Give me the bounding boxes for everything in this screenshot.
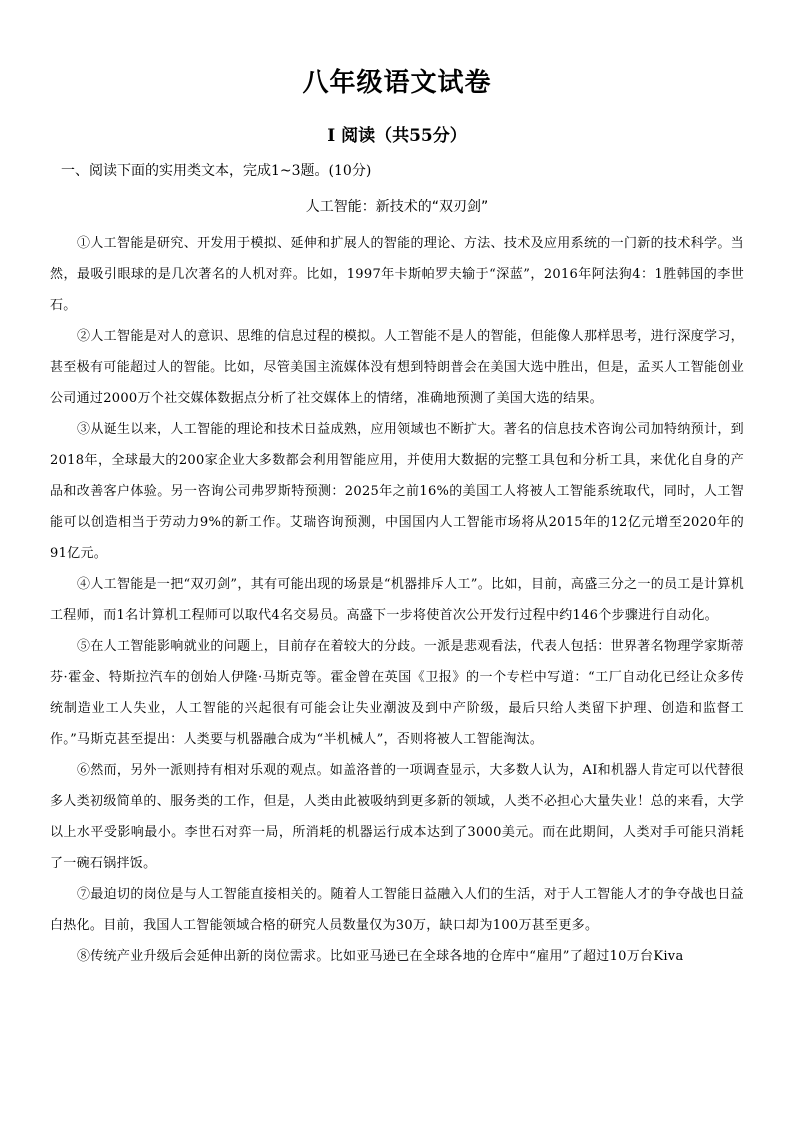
- article-title: 人工智能：新技术的“双刃剑”: [305, 199, 489, 215]
- paragraph-4: ④人工智能是一把“双刃剑”，其有可能出现的场景是“机器排斥人工”。比如，目前，高盛三分之一的员工是计算机工程师，而1名计算机工程师可以取代4名交易员。高盛下一步将使首次公开发行过程中约146个步骤进行自动化。: [50, 577, 744, 623]
- article-body: [50, 228, 744, 972]
- paragraph-2: ②人工智能是对人的意识、思维的信息过程的模拟。人工智能不是人的智能，但能像人那样思考，进行深度学习，甚至极有可能超过人的智能。比如，尽管美国主流媒体没有想到特朗普会在美国大选中胜出，但是，孟买人工智能创业公司通过2000万个社交媒体数据点分析了社交媒体上的情绪，准确地预测了美国大选的结果。: [50, 329, 744, 406]
- section-heading: Ⅰ 阅读（共55分）: [327, 126, 467, 146]
- paragraph-8: ⑧传统产业升级后会延伸出新的岗位需求。比如亚马逊已在全球各地的仓库中“雇用”了超过10万台Kiva: [77, 949, 684, 964]
- paragraph-7: ⑦最迫切的岗位是与人工智能直接相关的。随着人工智能日益融入人们的生活，对于人工智能人才的争夺战也日益白热化。目前，我国人工智能领域合格的研究人员数量仅为30万，缺口却为100万甚至更多。: [50, 887, 744, 933]
- exam-title: 八年级语文试卷: [302, 68, 492, 98]
- paragraph-1: ①人工智能是研究、开发用于模拟、延伸和扩展人的智能的理论、方法、技术及应用系统的一门新的技术科学。当然，最吸引眼球的是几次著名的人机对弈。比如，1997年卡斯帕罗夫输于“深蓝”，2016年阿法狗4：1胜韩国的李世石。: [50, 236, 744, 313]
- paragraph-6: ⑥然而，另外一派则持有相对乐观的观点。如盖洛普的一项调查显示，大多数人认为，AI和机器人肯定可以代替很多人类初级简单的、服务类的工作，但是，人类由此被吸纳到更多新的领域，人类不必担心大量失业！总的来看，大学以上水平受影响最小。李世石对弈一局，所消耗的机器运行成本达到了3000美元。而在此期间，人类对手可能只消耗了一碗石锅拌饭。: [50, 763, 744, 871]
- paragraph-5: ⑤在人工智能影响就业的问题上，目前存在着较大的分歧。一派是悲观看法，代表人包括：世界著名物理学家斯蒂芬·霍金、特斯拉汽车的创始人伊隆·马斯克等。霍金曾在英国《卫报》的一个专栏中写道：“工厂自动化已经让众多传统制造业工人失业，人工智能的兴起很有可能会让失业潮波及到中产阶级，最后只给人类留下护理、创造和监督工作。”马斯克甚至提出：人类要与机器融合成为“半机械人”，否则将被人工智能淘汰。: [50, 639, 744, 747]
- paragraph-3: ③从诞生以来，人工智能的理论和技术日益成熟，应用领域也不断扩大。著名的信息技术咨询公司加特纳预计，到2018年，全球最大的200家企业大多数都会利用智能应用，并使用大数据的完整工具包和分析工具，来优化自身的产品和改善客户体验。另一咨询公司弗罗斯特预测：2025年之前16%的美国工人将被人工智能系统取代，同时，人工智能可以创造相当于劳动力9%的新工作。艾瑞咨询预测，中国国内人工智能市场将从2015年的12亿元增至2020年的91亿元。: [50, 422, 744, 561]
- question-prompt: 一、阅读下面的实用类文本，完成1~3题。(10分): [61, 163, 372, 179]
